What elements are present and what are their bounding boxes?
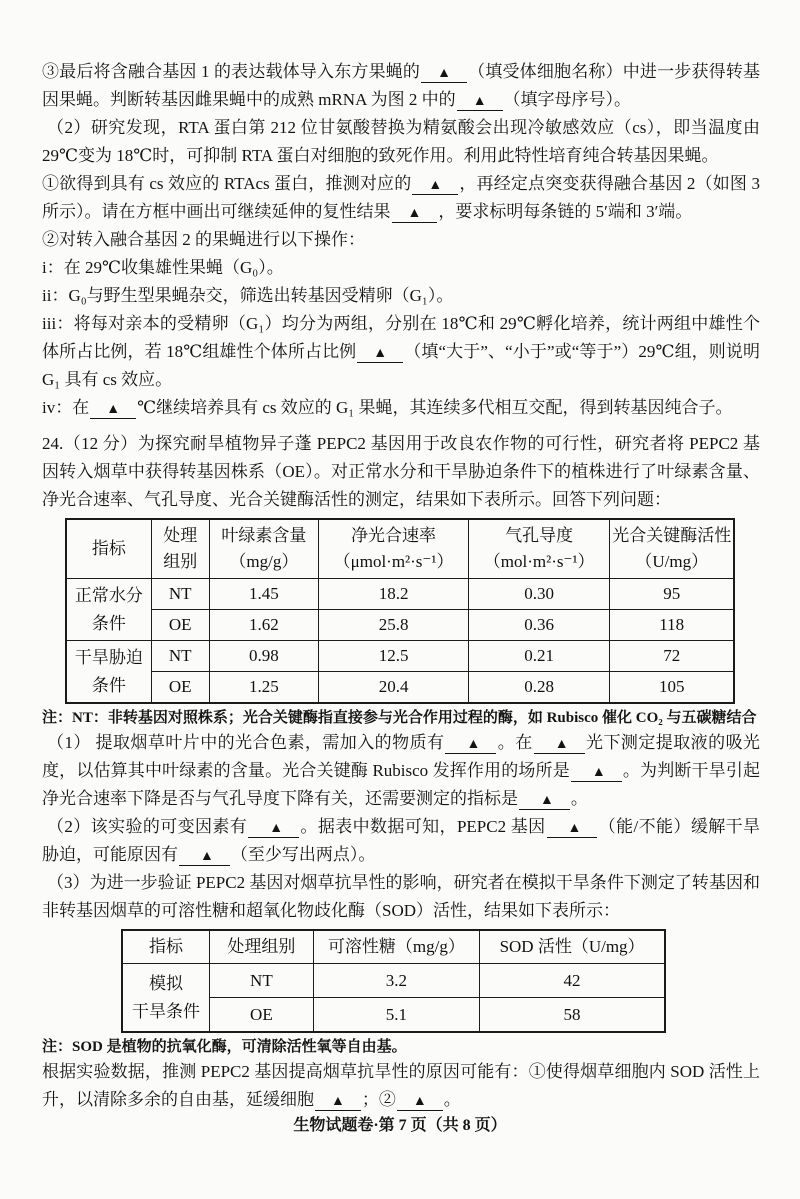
answer-blank: ▲ — [248, 822, 299, 838]
table-cell: OE — [151, 672, 209, 704]
answer-blank: ▲ — [457, 95, 503, 111]
table-cell: OE — [210, 998, 314, 1033]
table1-header-enzyme-activity: 光合关键酶活性 （U/mg） — [610, 519, 734, 579]
table2-note: 注：SOD 是植物的抗氧化酶，可清除活性氧等自由基。 — [42, 1039, 407, 1055]
table1-row — [66, 672, 734, 704]
table-cell: 0.21 — [468, 641, 610, 672]
table-cell: 0.98 — [209, 641, 319, 672]
q23-substep1-paragraph: ①欲得到具有 cs 效应的 RTAcs 蛋白，推测对应的 ▲ ，再经定点突变获得融合基因 2（如图 3 所示）。请在方框中画出可继续延伸的复性结果 ▲ ，要求标明每条链的 5′端和 3′端。 — [42, 174, 760, 221]
table1-row — [66, 641, 734, 672]
table-cell: 42 — [480, 964, 665, 998]
sod-soluble-sugar-table — [121, 929, 666, 1033]
table-cell: OE — [151, 610, 209, 641]
table-cell: 58 — [480, 998, 665, 1033]
table1-row — [66, 610, 734, 641]
table-cell: 1.62 — [209, 610, 319, 641]
answer-blank: ▲ — [392, 207, 438, 223]
q24-part2-paragraph: （2）该实验的可变因素有 ▲ 。据表中数据可知，PEPC2 基因 ▲ （能/不能）缓解干旱胁迫，可能原因有 ▲ （至少写出两点）。 — [42, 817, 760, 864]
table1-row — [66, 579, 734, 610]
table1-header-row — [66, 519, 734, 579]
q23-operation-ii: ii：G₀与野生型果蝇杂交，筛选出转基因受精卵（G₁）。 — [42, 286, 454, 305]
answer-blank: ▲ — [519, 794, 570, 810]
table1-header-indicator: 指标 — [66, 519, 151, 579]
q24-conclusion-paragraph: 根据实验数据，推测 PEPC2 基因提高烟草抗旱性的原因可能有：①使得烟草细胞内 SOD 活性上升，以清除多余的自由基，延缓细胞 ▲ ；② ▲ 。 — [42, 1062, 760, 1109]
q24-part3-paragraph: （3）为进一步验证 PEPC2 基因对烟草抗旱性的影响，研究者在模拟干旱条件下测定了转基因和非转基因烟草的可溶性糖和超氧化物歧化酶（SOD）活性，结果如下表所示： — [42, 873, 760, 920]
table1-header-chlorophyll: 叶绿素含量 （mg/g） — [209, 519, 319, 579]
table-cell: 0.36 — [468, 610, 610, 641]
q23-operation-iv: iv：在 ▲ ℃继续培养具有 cs 效应的 G₁ 果蝇，其连续多代相互交配，得到转基因纯合子。 — [42, 398, 733, 417]
table-cell: 105 — [610, 672, 734, 704]
q24-part1-paragraph: （1） 提取烟草叶片中的光合色素，需加入的物质有 ▲ 。在 ▲ 光下测定提取液的吸光度，以估算其中叶绿素的含量。光合关键酶 Rubisco 发挥作用的场所是 ▲ 。为判断干旱引起净光合速率下降是否与气孔导度下降有关，还需要测定的指标是 ▲ 。 — [42, 733, 761, 808]
answer-blank: ▲ — [534, 738, 585, 754]
q23-step3-paragraph: ③最后将含融合基因 1 的表达载体导入东方果蝇的 ▲ （填受体细胞名称）中进一步获得转基因果蝇。判断转基因雌果蝇中的成熟 mRNA 为图 2 中的 ▲ （填字母序号）。 — [42, 62, 761, 109]
table-cell: 25.8 — [319, 610, 469, 641]
answer-blank: ▲ — [412, 179, 458, 195]
answer-blank: ▲ — [445, 738, 496, 754]
answer-blank: ▲ — [397, 1095, 443, 1111]
answer-blank: ▲ — [90, 403, 136, 419]
answer-blank: ▲ — [571, 766, 622, 782]
photosynthesis-results-table — [65, 518, 735, 704]
table2-row — [122, 964, 665, 998]
table-cell: 1.45 — [209, 579, 319, 610]
table2-header-soluble-sugar: 可溶性糖（mg/g） — [313, 930, 479, 964]
table1-header-photosynthetic-rate: 净光合速率 （μmol·m²·s⁻¹） — [319, 519, 469, 579]
table-cell: NT — [151, 579, 209, 610]
table-cell: NT — [151, 641, 209, 672]
answer-blank: ▲ — [179, 850, 230, 866]
table-cell: 72 — [610, 641, 734, 672]
table-cell: 12.5 — [319, 641, 469, 672]
page-footer: 生物试题卷·第 7 页（共 8 页） — [293, 1117, 507, 1134]
answer-blank: ▲ — [357, 347, 403, 363]
row-label-simulated-drought: 模拟 干旱条件 — [122, 964, 210, 1033]
table-cell: 5.1 — [313, 998, 479, 1033]
table1-header-group: 处理 组别 — [151, 519, 209, 579]
table2-header-group: 处理组别 — [210, 930, 314, 964]
answer-blank: ▲ — [547, 822, 598, 838]
q23-operation-i: i：在 29℃收集雄性果蝇（G₀）。 — [42, 258, 284, 277]
table2-header-sod-activity: SOD 活性（U/mg） — [480, 930, 665, 964]
q23-substep2-paragraph: ②对转入融合基因 2 的果蝇进行以下操作： — [42, 230, 365, 249]
table1-note: 注：NT：非转基因对照株系；光合关键酶指直接参与光合作用过程的酶，如 Rubisco 催化 CO₂ 与五碳糖结合 — [42, 710, 757, 726]
table-cell: 95 — [610, 579, 734, 610]
row-label-normal-water: 正常水分 条件 — [66, 579, 151, 641]
table-cell: 20.4 — [319, 672, 469, 704]
q24-intro-paragraph: 24.（12 分）为探究耐旱植物异子蓬 PEPC2 基因用于改良农作物的可行性，研究者将 PEPC2 基因转入烟草中获得转基因株系（OE）。对正常水分和干旱胁迫条件下的植株进行了叶绿素含量、净光合速率、气孔导度、光合关键酶活性的测定，结果如下表所示。回答下列问题： — [42, 434, 760, 509]
q23-operation-iii: iii：将每对亲本的受精卵（G₁）均分为两组，分别在 18℃和 29℃孵化培养，统计两组中雄性个体所占比例，若 18℃组雄性个体所占比例 ▲ （填“大于”、“小于”或“等于”）29℃组，则说明 G₁ 具有 cs 效应。 — [42, 314, 760, 389]
table-cell: 0.30 — [468, 579, 610, 610]
table2-header-row — [122, 930, 665, 964]
table2-header-indicator: 指标 — [122, 930, 210, 964]
table-cell: 1.25 — [209, 672, 319, 704]
section-gap — [42, 422, 760, 430]
answer-blank: ▲ — [315, 1095, 361, 1111]
table-cell: NT — [210, 964, 314, 998]
row-label-drought-stress: 干旱胁迫 条件 — [66, 641, 151, 704]
q23-part2-paragraph: （2）研究发现，RTA 蛋白第 212 位甘氨酸替换为精氨酸会出现冷敏感效应（cs），即当温度由 29℃变为 18℃时，可抑制 RTA 蛋白对细胞的致死作用。利用此特性培育纯合转基因果蝇。 — [42, 118, 760, 165]
table-cell: 0.28 — [468, 672, 610, 704]
answer-blank: ▲ — [421, 67, 467, 83]
table-cell: 3.2 — [313, 964, 479, 998]
table-cell: 18.2 — [319, 579, 469, 610]
table-cell: 118 — [610, 610, 734, 641]
table1-header-stomatal-conductance: 气孔导度 （mol·m²·s⁻¹） — [468, 519, 610, 579]
